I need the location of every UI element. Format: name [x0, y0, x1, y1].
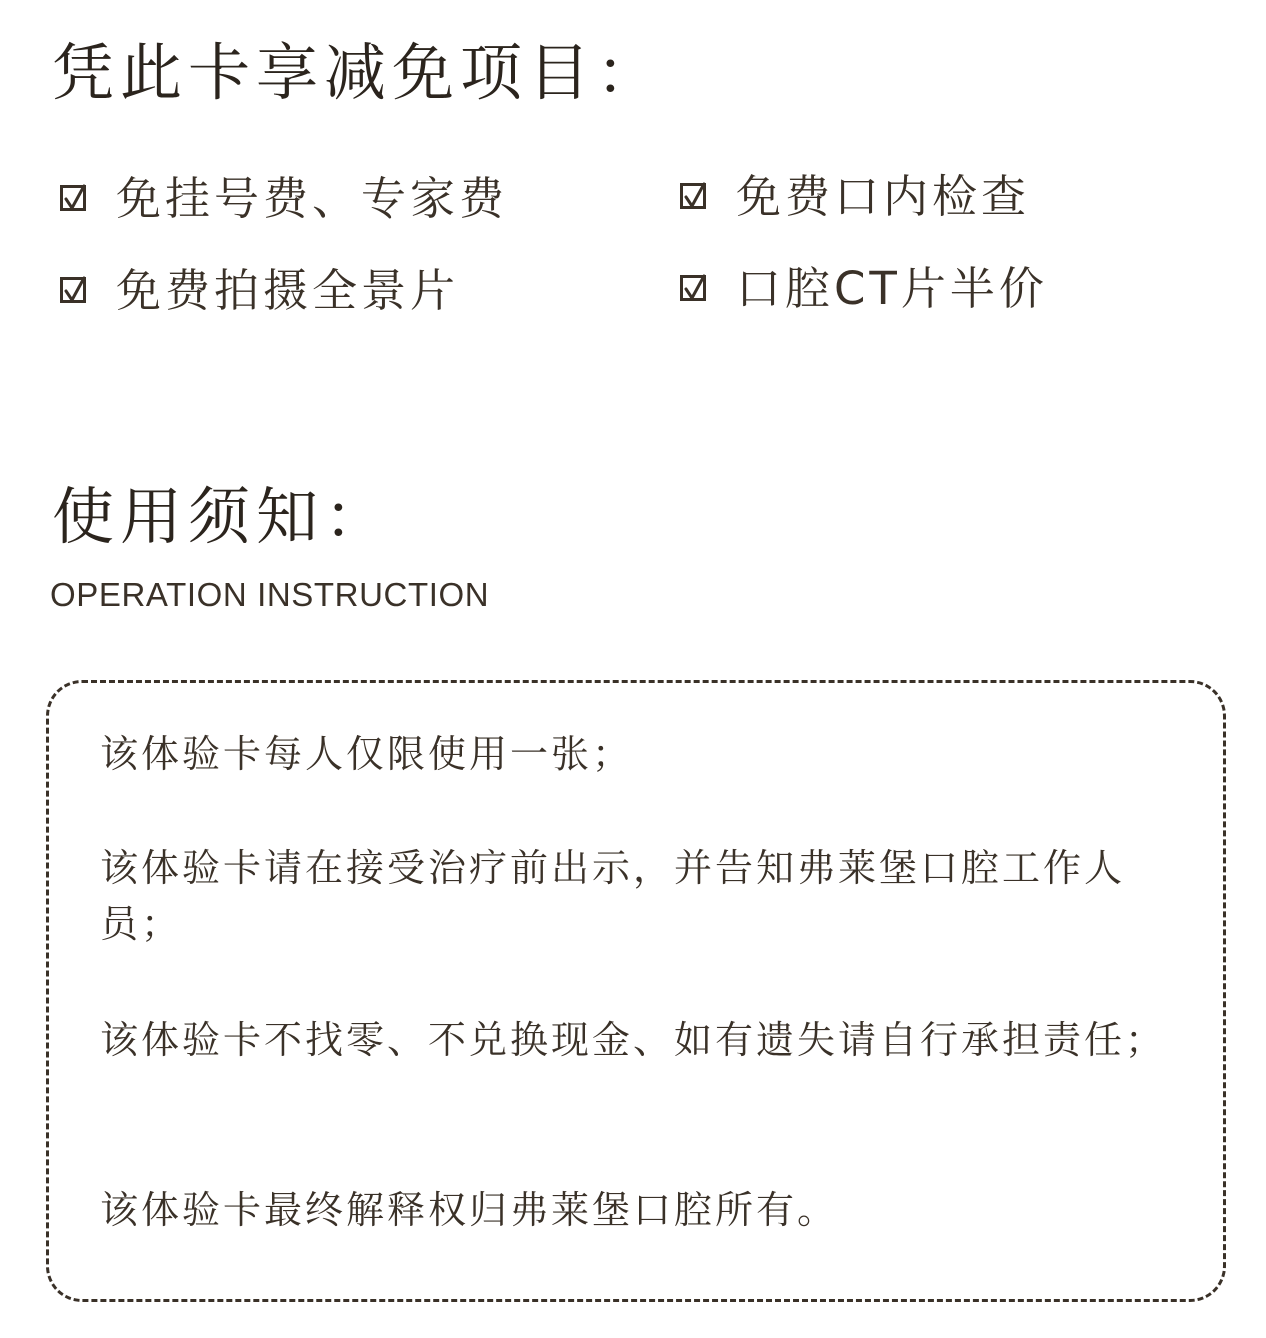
notice-item: 该体验卡最终解释权归弗莱堡口腔所有。 — [100, 1188, 839, 1232]
benefit-label: 口腔CT片半价 — [736, 261, 1048, 315]
benefit-label: 免挂号费、专家费 — [116, 171, 509, 225]
notice-item: 该体验卡请在接受治疗前出示，并告知弗莱堡口腔工作人员； — [100, 846, 1126, 946]
benefits-title: 凭此卡享减免项目： — [52, 36, 665, 109]
benefit-label: 免费口内检查 — [736, 169, 1031, 223]
notice-item: 该体验卡每人仅限使用一张； — [100, 732, 634, 776]
benefit-item — [60, 168, 508, 228]
usage-subtitle: OPERATION INSTRUCTION — [50, 576, 490, 613]
usage-title: 使用须知： — [52, 480, 393, 553]
benefit-label: 免费拍摄全景片 — [116, 263, 460, 317]
checked-box-icon — [60, 185, 86, 211]
checked-box-icon — [60, 277, 86, 303]
checked-box-icon — [680, 275, 706, 301]
notice-item: 该体验卡不找零、不兑换现金、如有遗失请自行承担责任； — [100, 1018, 1167, 1062]
benefit-item — [680, 166, 1030, 226]
benefit-item — [60, 260, 459, 320]
benefit-item — [680, 258, 1048, 318]
checked-box-icon — [680, 183, 706, 209]
